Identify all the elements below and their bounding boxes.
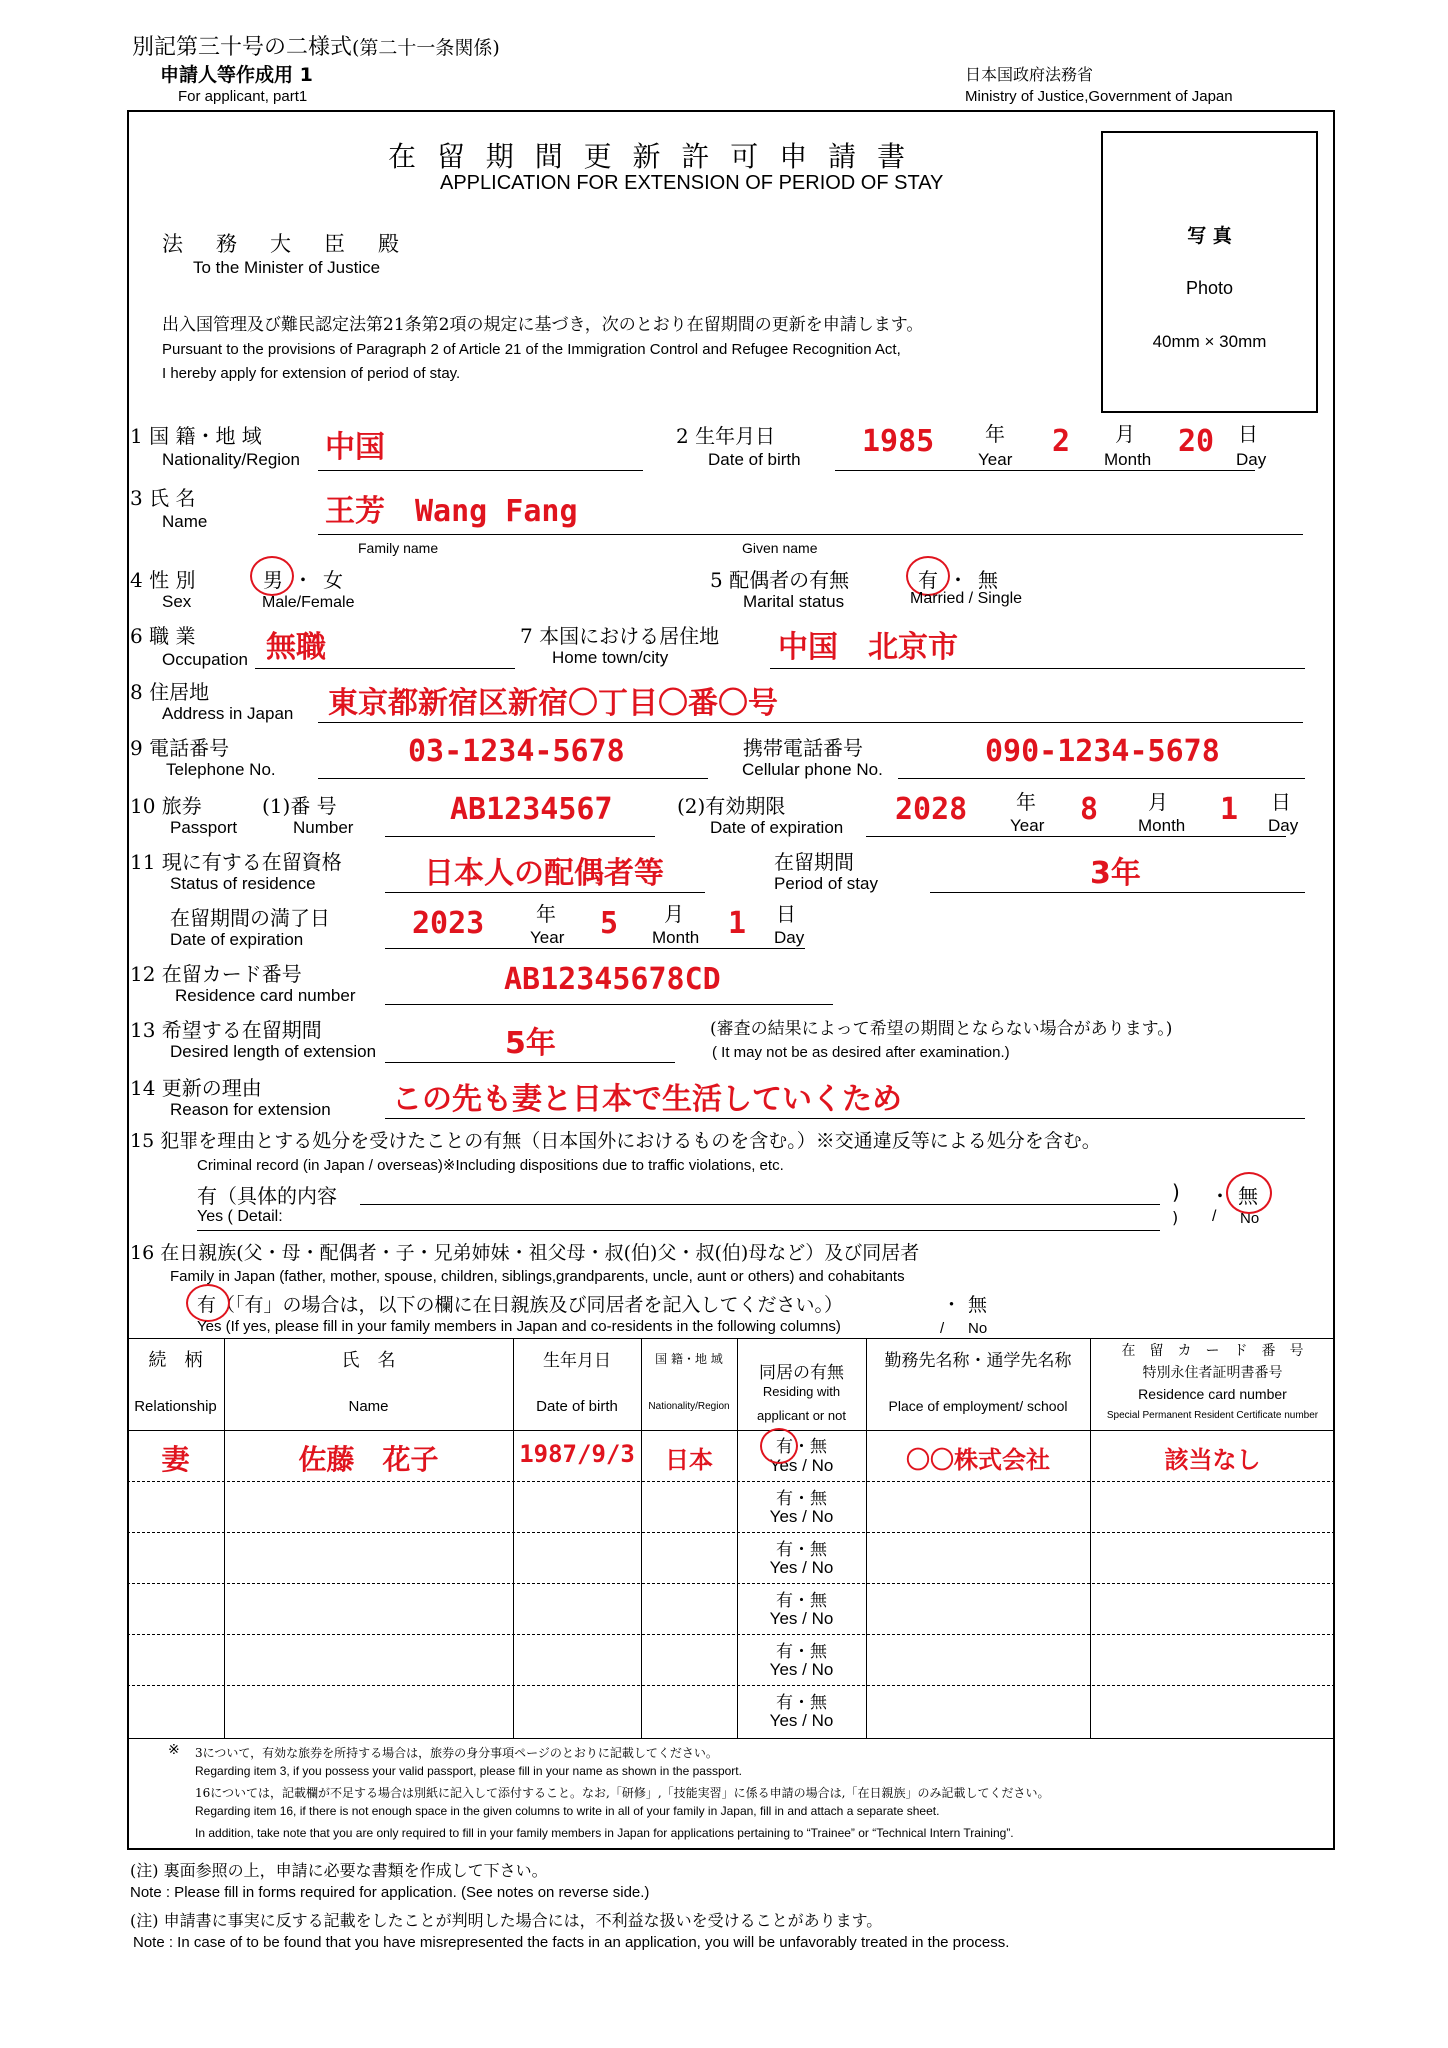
expiry-year-label: 年 (536, 902, 556, 926)
form-ref: (第二十一条関係) (352, 37, 500, 59)
dob-day-value[interactable]: 20 (1178, 424, 1215, 459)
occupation-value[interactable]: 無職 (266, 630, 326, 665)
reason-line (385, 1118, 1305, 1119)
status-value[interactable]: 日本人の配偶者等 (424, 856, 664, 891)
family-row-1-card[interactable]: 該当なし (1164, 1446, 1261, 1474)
cell-label: 携帯電話番号 (743, 736, 863, 760)
criminal-no[interactable]: 無 (1238, 1184, 1258, 1208)
address-label-en: Address in Japan (162, 704, 294, 723)
dob-month-label-en: Month (1104, 450, 1152, 469)
addressee-en: To the Minister of Justice (193, 258, 381, 277)
family-label-en: Family in Japan (father, mother, spouse, children, siblings,grandparents, uncle, aunt or others) and cohabitants (170, 1268, 905, 1285)
expiry-day-label: 日 (776, 902, 796, 926)
family-circle-yes (186, 1284, 230, 1322)
phone-value[interactable]: 03-1234-5678 (408, 734, 625, 769)
footnote-3-en: In addition, take note that you are only required to fill in your family members in Japan for applications pertaining to “Trainee” or “Technical Intern Training”. (195, 1826, 1014, 1840)
criminal-circle-no (1226, 1172, 1272, 1214)
preamble: 出入国管理及び難民認定法第21条第2項の規定に基づき，次のとおり在留期間の更新を申請します。 (162, 315, 924, 335)
marital-label: 5 配偶者の有無 (710, 568, 850, 592)
name-label-en: Name (162, 512, 208, 531)
passport-label: 10 旅券 (130, 794, 202, 818)
form-title: 在 留 期 間 更 新 許 可 申 請 書 (388, 140, 912, 173)
form-id: 別記第三十号の二様式 (132, 35, 353, 60)
note-2: (注) 申請書に事実に反する記載をしたことが判明した場合には，不利益な扱いを受けることがあります。 (130, 1911, 883, 1930)
family-row-6-residing-en: Yes / No (769, 1711, 834, 1730)
passport-exp-day-label: 日 (1271, 790, 1291, 814)
period-line (930, 892, 1305, 893)
th-card-en2: Special Permanent Resident Certificate number (1106, 1410, 1319, 1421)
marital-separator: ・ (948, 568, 968, 592)
card-label-en: Residence card number (175, 986, 356, 1005)
sex-circle-male (250, 556, 294, 596)
criminal-dot: ・ (1210, 1184, 1230, 1208)
family-row-5-residing[interactable]: 有・無 (776, 1642, 827, 1662)
note-1-en: Note : Please fill in forms required for application. (See notes on reverse side.) (130, 1884, 650, 1901)
ministry-en: Ministry of Justice,Government of Japan (965, 88, 1233, 105)
family-row-1-relationship[interactable]: 妻 (161, 1443, 190, 1476)
criminal-detail-line (360, 1204, 1160, 1205)
desired-line (385, 1062, 675, 1063)
expiry-year-label-en: Year (530, 928, 565, 947)
photo-box[interactable] (1101, 131, 1318, 413)
passport-exp-month-label-en: Month (1138, 816, 1186, 835)
given-name-label: Given name (742, 540, 818, 556)
marital-label-en: Marital status (743, 592, 845, 611)
family-row-5-residing-en: Yes / No (769, 1660, 834, 1679)
footnote-2: 16については，記載欄が不足する場合は別紙に記入して添付すること。なお,「研修」,「技能実習」に係る申請の場合は,「在日親族」のみ記載してください。 (195, 1786, 1050, 1800)
family-slash: / (940, 1320, 945, 1337)
phone-line (318, 778, 708, 779)
criminal-no-en: No (1240, 1210, 1260, 1227)
footnote-1: 3について，有効な旅券を所持する場合は，旅券の身分事項ページのとおりに記載してください。 (195, 1746, 718, 1760)
phone-label: 9 電話番号 (130, 736, 230, 760)
family-row-1-name[interactable]: 佐藤 花子 (298, 1443, 439, 1476)
form-title-en: APPLICATION FOR EXTENSION OF PERIOD OF STAY (440, 172, 944, 194)
passport-exp-month-label: 月 (1148, 790, 1168, 814)
th-relationship-en: Relationship (134, 1398, 217, 1415)
address-label: 8 住居地 (130, 680, 210, 704)
sex-male[interactable]: 男 (263, 568, 283, 592)
passport-num-label-en: Number (293, 818, 354, 837)
dob-month-label: 月 (1115, 422, 1135, 446)
criminal-label: 15 犯罪を理由とする処分を受けたことの有無（日本国外におけるものを含む。）※交通違反等による処分を含む。 (130, 1130, 1101, 1152)
name-label: 3 氏 名 (130, 486, 196, 510)
family-row-1-dob[interactable]: 1987/9/3 (519, 1440, 635, 1468)
criminal-slash: / (1212, 1208, 1217, 1225)
family-row-6-residing[interactable]: 有・無 (776, 1693, 827, 1713)
th-name: 氏 名 (341, 1350, 396, 1371)
sex-label: 4 性 別 (130, 568, 196, 592)
th-residing-en1: Residing with (762, 1384, 841, 1399)
reason-label-en: Reason for extension (170, 1100, 331, 1119)
criminal-label-en: Criminal record (in Japan / overseas)※Including dispositions due to traffic violations, etc. (197, 1157, 784, 1174)
footnote-2-en: Regarding item 16, if there is not enough space in the given columns to write in all of your family in Japan, fill in and attach a separate sheet. (195, 1804, 940, 1818)
period-label-en: Period of stay (774, 874, 878, 893)
desired-label: 13 希望する在留期間 (130, 1018, 322, 1042)
card-value[interactable]: AB12345678CD (504, 962, 721, 997)
dob-year-label-en: Year (978, 450, 1013, 469)
passport-num-line (385, 836, 655, 837)
th-nat: 国 籍・地 域 (655, 1352, 723, 1366)
name-value[interactable]: 王芳 Wang Fang (325, 494, 578, 529)
marital-married[interactable]: 有 (918, 568, 938, 592)
note-1: (注) 裏面参照の上，申請に必要な書類を作成して下さい。 (130, 1861, 548, 1880)
nationality-label: 1 国 籍・地 域 (130, 424, 262, 448)
address-value[interactable]: 東京都新宿区新宿〇丁目〇番〇号 (328, 686, 778, 721)
family-dot: ・ (942, 1294, 962, 1316)
family-row-1-nat[interactable]: 日本 (665, 1446, 713, 1474)
cell-value[interactable]: 090-1234-5678 (985, 734, 1220, 769)
status-line (385, 892, 705, 893)
passport-exp-year-label: 年 (1016, 790, 1036, 814)
family-yes-en: Yes (If yes, please fill in your family members in Japan and co-residents in the following columns) (197, 1318, 841, 1335)
photo-size: 40mm × 30mm (1152, 332, 1267, 351)
occupation-label-en: Occupation (162, 650, 248, 669)
family-row-3-residing[interactable]: 有・無 (776, 1540, 827, 1560)
ministry: 日本国政府法務省 (965, 65, 1094, 84)
dob-day-label-en: Day (1236, 450, 1267, 469)
expiry-year-value[interactable]: 2023 (412, 906, 485, 941)
preamble-en-1: Pursuant to the provisions of Paragraph 2 of Article 21 of the Immigration Control and Refugee Recognition Act, (162, 341, 901, 358)
marital-single[interactable]: 無 (978, 568, 998, 592)
passport-num-label: (1)番 号 (262, 794, 337, 818)
footnote-1-en: Regarding item 3, if you possess your valid passport, please fill in your name as shown in the passport. (195, 1764, 742, 1778)
criminal-paren-2: ) (1172, 1208, 1179, 1227)
family-name-label: Family name (358, 540, 439, 556)
family-yes[interactable]: 有（「有」の場合は，以下の欄に在日親族及び同居者を記入してください。） (197, 1294, 844, 1316)
footnote-mark: ※ (168, 1742, 180, 1758)
criminal-yes[interactable]: 有（具体的内容 (197, 1184, 337, 1208)
hometown-label-en: Home town/city (552, 648, 669, 667)
desired-value[interactable]: 5年 (505, 1026, 556, 1061)
criminal-yes-en: Yes ( Detail: (197, 1208, 283, 1225)
th-dob: 生年月日 (543, 1351, 611, 1371)
period-value[interactable]: 3年 (1090, 856, 1141, 891)
expiry-day-label-en: Day (774, 928, 805, 947)
th-residing: 同居の有無 (759, 1363, 844, 1383)
family-no-en: No (968, 1320, 988, 1337)
reason-label: 14 更新の理由 (130, 1076, 262, 1100)
th-name-en: Name (348, 1398, 389, 1415)
dob-year-value[interactable]: 1985 (862, 424, 935, 459)
family-row-1-employ[interactable]: 〇〇株式会社 (906, 1446, 1050, 1474)
nationality-label-en: Nationality/Region (162, 450, 300, 469)
family-row-2-residing[interactable]: 有・無 (776, 1489, 827, 1509)
th-nat-en: Nationality/Region (648, 1401, 730, 1412)
passport-label-en: Passport (170, 818, 238, 837)
cell-line (898, 778, 1305, 779)
family-row-3-residing-en: Yes / No (769, 1558, 834, 1577)
desired-note: (審査の結果によって希望の期間とならない場合があります。) (710, 1019, 1173, 1039)
occupation-label: 6 職 業 (130, 624, 196, 648)
preamble-en-2: I hereby apply for extension of period of stay. (162, 365, 461, 382)
family-no[interactable]: 無 (968, 1294, 988, 1316)
card-line (385, 1004, 833, 1005)
marital-opts-en: Married / Single (910, 590, 1023, 607)
card-label: 12 在留カード番号 (130, 962, 302, 986)
criminal-detail-line-2 (197, 1230, 1160, 1231)
name-line (318, 534, 1303, 535)
address-line (318, 722, 1303, 723)
expiry-label-en: Date of expiration (170, 930, 304, 949)
reason-value[interactable]: この先も妻と日本で生活していくため (392, 1082, 902, 1117)
th-relationship: 続 柄 (148, 1350, 203, 1371)
criminal-paren: ) (1172, 1180, 1180, 1204)
family-row-1-residing-circle (760, 1428, 798, 1464)
photo-label: 写 真 (1187, 225, 1232, 247)
family-row-1-residing-en: Yes / No (769, 1456, 834, 1475)
expiry-day-value[interactable]: 1 (728, 906, 747, 941)
dob-day-label: 日 (1238, 422, 1258, 446)
th-card: 在 留 カ ー ド 番 号 (1121, 1343, 1304, 1359)
desired-label-en: Desired length of extension (170, 1042, 377, 1061)
passport-exp-month-value[interactable]: 8 (1080, 792, 1099, 827)
th-residing-en2: applicant or not (757, 1408, 846, 1423)
th-employ-en: Place of employment/ school (888, 1398, 1068, 1414)
hometown-line (770, 668, 1305, 669)
hometown-label: 7 本国における居住地 (520, 624, 720, 648)
passport-exp-day-value[interactable]: 1 (1220, 792, 1239, 827)
desired-note-en: ( It may not be as desired after examination.) (712, 1044, 1010, 1061)
period-label: 在留期間 (774, 850, 854, 874)
nationality-value[interactable]: 中国 (325, 430, 385, 465)
applicant-part: 申請人等作成用 1 (160, 64, 313, 86)
expiry-month-label-en: Month (652, 928, 700, 947)
passport-exp-day-label-en: Day (1268, 816, 1299, 835)
expiry-month-value[interactable]: 5 (600, 906, 619, 941)
family-label: 16 在日親族(父・母・配偶者・子・兄弟姉妹・祖父母・叔(伯)父・叔(伯)母など）及び同居者 (130, 1242, 920, 1264)
sex-label-en: Sex (162, 592, 192, 611)
expiry-line (385, 948, 805, 949)
dob-year-label: 年 (985, 422, 1005, 446)
expiry-month-label: 月 (664, 902, 684, 926)
addressee: 法 務 大 臣 殿 (162, 232, 405, 256)
th-dob-en: Date of birth (536, 1398, 618, 1415)
passport-exp-label: (2)有効期限 (677, 794, 786, 818)
th-employ: 勤務先名称・通学先名称 (884, 1351, 1072, 1371)
family-row-4-residing[interactable]: 有・無 (776, 1591, 827, 1611)
dob-label-en: Date of birth (708, 450, 801, 469)
th-card-en: Residence card number (1138, 1386, 1287, 1402)
passport-exp-year-label-en: Year (1010, 816, 1045, 835)
cell-label-en: Cellular phone No. (742, 760, 883, 779)
family-row-1-residing[interactable]: 有・無 (776, 1437, 827, 1457)
dob-month-value[interactable]: 2 (1052, 424, 1071, 459)
note-2-en: Note : In case of to be found that you have misrepresented the facts in an application, you will be unfavorably treated in the process. (133, 1934, 1010, 1951)
expiry-label: 在留期間の満了日 (170, 906, 330, 930)
passport-exp-line (866, 836, 1286, 837)
th-card-2: 特別永住者証明書番号 (1142, 1365, 1283, 1381)
passport-num-value[interactable]: AB1234567 (450, 792, 613, 827)
sex-separator: ・ (293, 568, 313, 592)
sex-opts-en: Male/Female (262, 594, 355, 611)
dob-line (835, 470, 1255, 471)
occupation-line (255, 668, 515, 669)
dob-label: 2 生年月日 (676, 424, 776, 448)
applicant-part-en: For applicant, part1 (178, 88, 308, 105)
sex-female[interactable]: 女 (323, 568, 343, 592)
phone-label-en: Telephone No. (166, 760, 276, 779)
family-row-4-residing-en: Yes / No (769, 1609, 834, 1628)
nationality-line (318, 470, 643, 471)
status-label: 11 現に有する在留資格 (130, 850, 342, 874)
status-label-en: Status of residence (170, 874, 316, 893)
family-row-2-residing-en: Yes / No (769, 1507, 834, 1526)
passport-exp-year-value[interactable]: 2028 (895, 792, 968, 827)
photo-label-en: Photo (1185, 278, 1234, 298)
passport-exp-label-en: Date of expiration (710, 818, 844, 837)
hometown-value[interactable]: 中国 北京市 (778, 630, 958, 665)
